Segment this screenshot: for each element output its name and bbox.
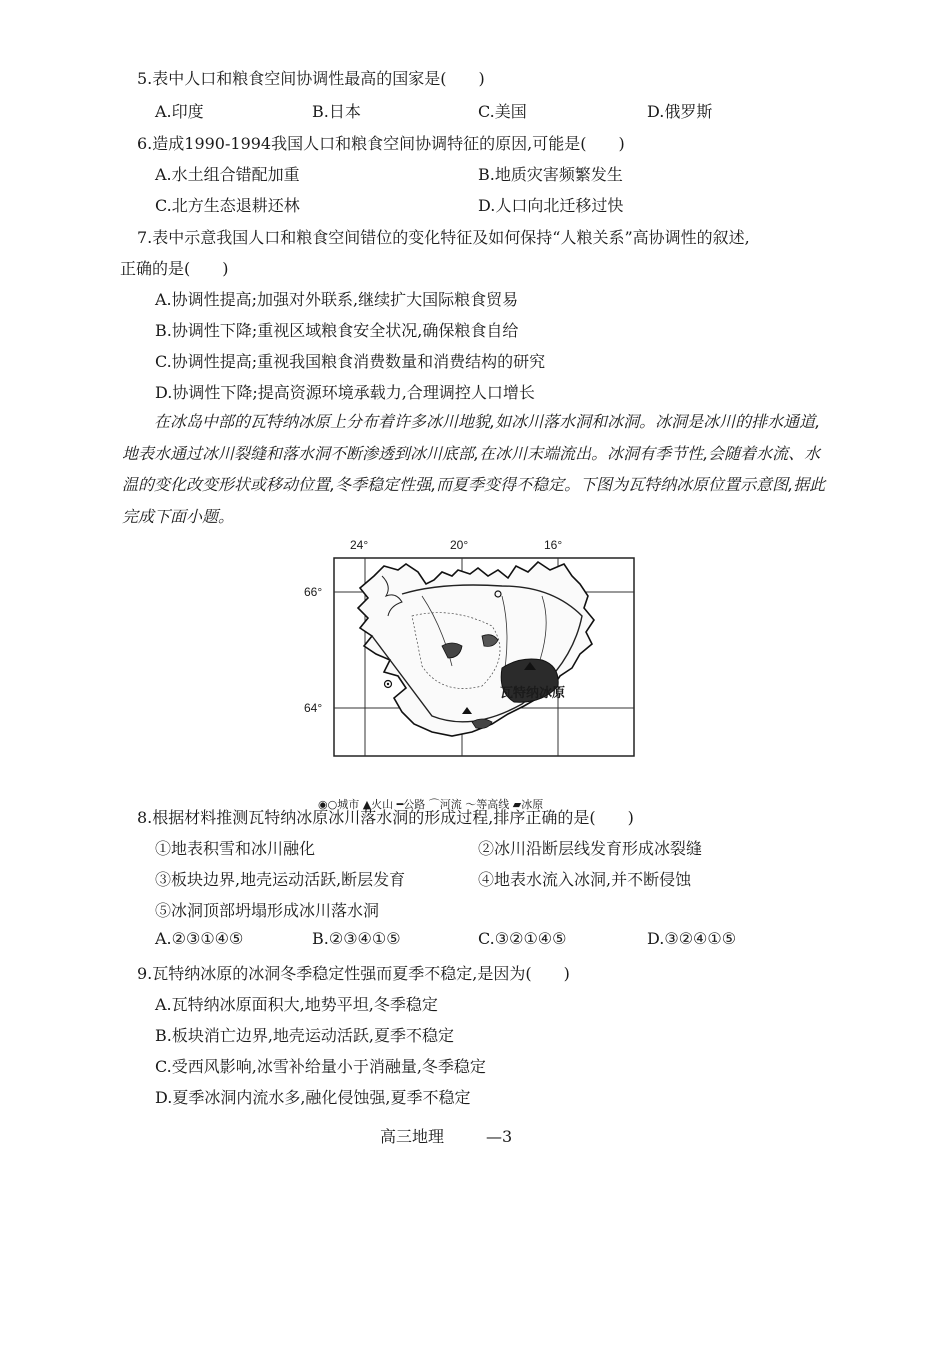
glacier-name-label: 瓦特纳冰原 — [500, 686, 566, 701]
q8-option-d: D.③②④①⑤ — [647, 929, 737, 948]
vatnajokull-location-map — [302, 536, 654, 796]
lat-label-64: 64° — [304, 701, 323, 715]
q6-option-d: D.人口向北迁移过快 — [478, 196, 624, 215]
glacier-myrdalsjokull — [472, 719, 492, 728]
q8-step-3: ③板块边界,地壳运动活跃,断层发育 — [155, 870, 406, 889]
iceland-coastline — [358, 562, 594, 736]
city-icon — [387, 683, 389, 685]
map-svg — [302, 536, 654, 796]
q6-option-c: C.北方生态退耕还林 — [155, 196, 300, 215]
lon-label-20: 20° — [450, 538, 469, 552]
q8-stem: 8.根据材料推测瓦特纳冰原冰川落水洞的形成过程,排序正确的是( ) — [137, 808, 634, 827]
q5-option-b: B.日本 — [312, 102, 361, 121]
q5-option-d: D.俄罗斯 — [647, 102, 713, 121]
q8-option-c: C.③②①④⑤ — [478, 929, 567, 948]
q9-option-b: B.板块消亡边界,地壳运动活跃,夏季不稳定 — [155, 1026, 455, 1045]
q7-stem-line1: 7.表中示意我国人口和粮食空间错位的变化特征及如何保持“人粮关系”高协调性的叙述, — [137, 228, 750, 247]
q8-step-1: ①地表积雪和冰川融化 — [155, 839, 316, 858]
q7-option-a: A.协调性提高;加强对外联系,继续扩大国际粮食贸易 — [155, 290, 519, 309]
lon-label-16: 16° — [544, 538, 563, 552]
q5-option-c: C.美国 — [478, 102, 527, 121]
q7-option-b: B.协调性下降;重视区域粮食安全状况,确保粮食自给 — [155, 321, 519, 340]
lon-label-24: 24° — [350, 538, 369, 552]
q6-option-a: A.水土组合错配加重 — [155, 165, 300, 184]
q9-option-a: A.瓦特纳冰原面积大,地势平坦,冬季稳定 — [155, 995, 438, 1014]
q5-stem: 5.表中人口和粮食空间协调性最高的国家是( ) — [137, 69, 485, 88]
q8-step-4: ④地表水流入冰洞,并不断侵蚀 — [478, 870, 692, 889]
q8-option-b: B.②③④①⑤ — [312, 929, 401, 948]
map-legend: ◉○城市 ▲火山 ━公路 ⌒河流 ～等高线 ▰冰原 — [318, 798, 544, 811]
q8-step-5: ⑤冰洞顶部坍塌形成冰川落水洞 — [155, 901, 380, 920]
q9-option-c: C.受西风影响,冰雪补给量小于消融量,冬季稳定 — [155, 1057, 486, 1076]
lat-label-66: 66° — [304, 585, 323, 599]
q7-option-d: D.协调性下降;提高资源环境承载力,合理调控人口增长 — [155, 383, 535, 402]
q7-option-c: C.协调性提高;重视我国粮食消费数量和消费结构的研究 — [155, 352, 546, 371]
q5-option-a: A.印度 — [155, 102, 204, 121]
passage-text: 在冰岛中部的瓦特纳冰原上分布着许多冰川地貌,如冰川落水洞和冰洞。冰洞是冰川的排水通道,地表水通过冰川裂缝和落水洞不断渗透到冰川底部,在冰川末端流出。冰洞有季节性,会随着水流、水温的变化改变形状或移动位置,冬季稳定性强,而夏季变得不稳定。下图为瓦特纳冰原位置示意图,据此完成下面小题。 — [122, 412, 826, 526]
q7-stem-line2: 正确的是( ) — [120, 259, 229, 278]
q8-step-2: ②冰川沿断层线发育形成冰裂缝 — [478, 839, 703, 858]
footer-page-number: —3 — [486, 1127, 513, 1146]
q9-stem: 9.瓦特纳冰原的冰洞冬季稳定性强而夏季不稳定,是因为( ) — [137, 964, 570, 983]
q8-option-a: A.②③①④⑤ — [155, 929, 244, 948]
q6-stem: 6.造成1990-1994我国人口和粮食空间协调特征的原因,可能是( ) — [137, 134, 625, 153]
footer-subject: 高三地理 — [380, 1127, 445, 1146]
q9-option-d: D.夏季冰洞内流水多,融化侵蚀强,夏季不稳定 — [155, 1088, 471, 1107]
reading-passage — [122, 406, 832, 532]
page-footer — [380, 1124, 554, 1147]
q6-option-b: B.地质灾害频繁发生 — [478, 165, 623, 184]
